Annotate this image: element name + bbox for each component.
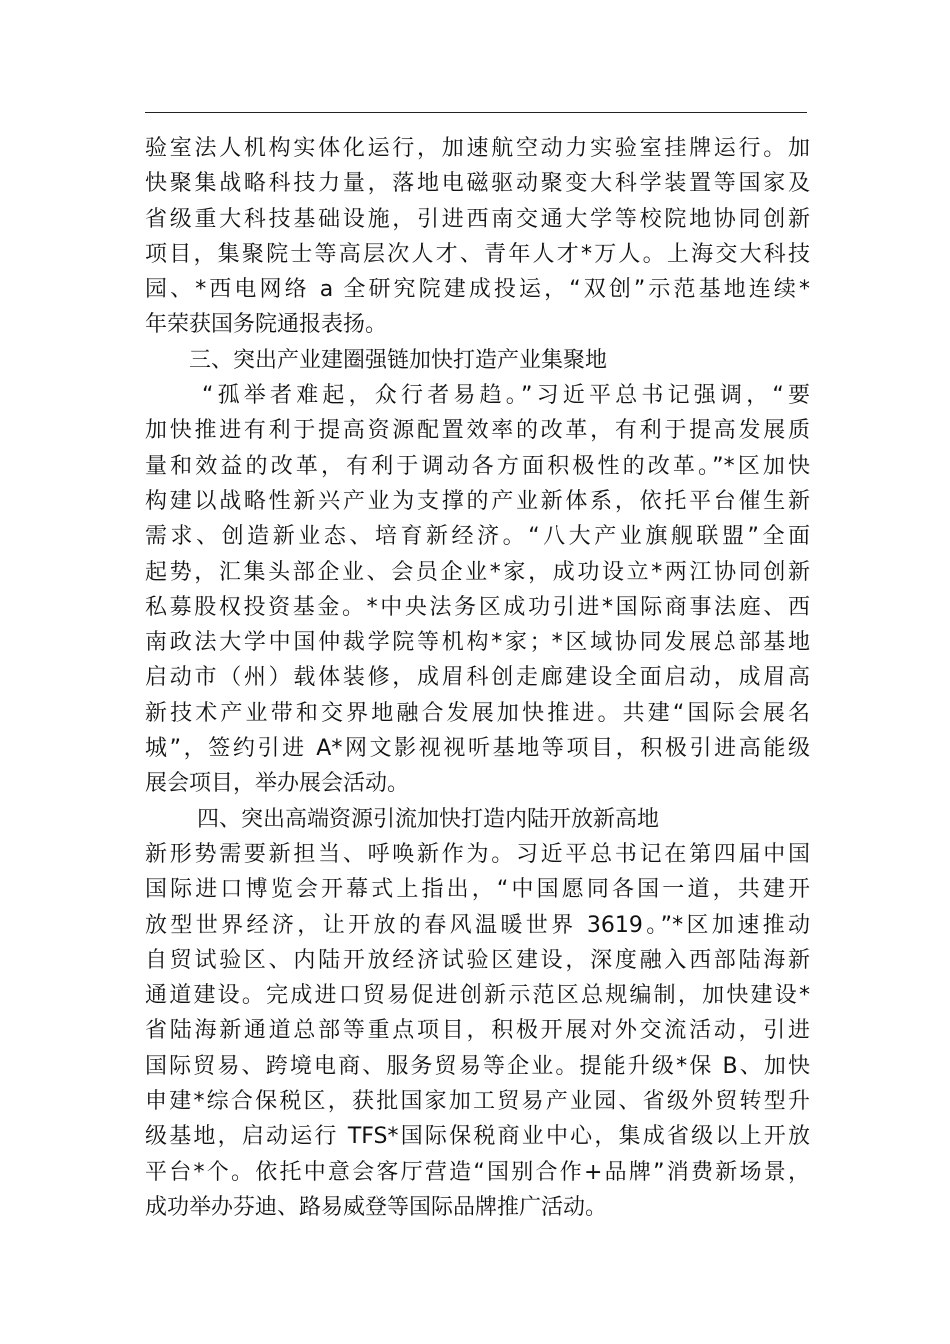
text-line: 通道建设。完成进口贸易促进创新示范区总规编制，加快建设*: [145, 983, 810, 1009]
paragraph-opening: [145, 837, 810, 1225]
section-heading-opening: [145, 802, 810, 837]
text-line: 加快推进有利于提高资源配置效率的改革，有利于提高发展质: [145, 418, 810, 444]
text-line: 新技术产业带和交界地融合发展加快推进。共建“国际会展名: [145, 700, 810, 726]
text-line: 省陆海新通道总部等重点项目，积极开展对外交流活动，引进: [145, 1018, 810, 1044]
text-line: 起势，汇集头部企业、会员企业*家，成功设立*两江协同创新: [145, 559, 810, 585]
text-line: 申建*综合保税区，获批国家加工贸易产业园、省级外贸转型升: [145, 1089, 810, 1115]
text-line: 放型世界经济，让开放的春风温暖世界 3619。”*区加速推动: [145, 912, 810, 938]
text-line: 南政法大学中国仲裁学院等机构*家；*区域协同发展总部基地: [145, 630, 810, 656]
text-line: 新形势需要新担当、呼唤新作为。习近平总书记在第四届中国: [145, 841, 810, 867]
text-line: 验室法人机构实体化运行，加速航空动力实验室挂牌运行。加: [145, 136, 810, 161]
text-line: 需求、创造新业态、培育新经济。“八大产业旗舰联盟”全面: [145, 524, 810, 550]
text-line: 私募股权投资基金。*中央法务区成功引进*国际商事法庭、西: [145, 594, 810, 620]
text-line: 园、*西电网络 a 全研究院建成投运，“双创”示范基地连续*: [145, 277, 810, 303]
text-line: 量和效益的改革，有利于调动各方面积极性的改革。”*区加快: [145, 453, 810, 479]
text-line: 展会项目，举办展会活动。: [145, 771, 410, 797]
text-line: 城”，签约引进 A*网文影视视听基地等项目，积极引进高能级: [145, 736, 810, 762]
paragraph-industry: [145, 378, 810, 802]
text-line: 年荣获国务院通报表扬。: [145, 312, 388, 338]
heading-line: 四、突出高端资源引流加快打造内陆开放新高地: [197, 806, 660, 832]
heading-line: 三、突出产业建圈强链加快打造产业集聚地: [189, 347, 608, 373]
paragraph-research-institutions: [145, 131, 810, 343]
text-line: “孤举者难起，众行者易趋。”习近平总书记强调，“要: [202, 383, 810, 409]
text-line: 自贸试验区、内陆开放经济试验区建设，深度融入西部陆海新: [145, 947, 810, 973]
text-line: 项目，集聚院士等高层次人才、青年人才*万人。上海交大科技: [145, 241, 810, 267]
text-line: 快聚集战略科技力量，落地电磁驱动聚变大科学装置等国家及: [145, 171, 810, 197]
text-line: 国际进口博览会开幕式上指出，“中国愿同各国一道，共建开: [145, 877, 810, 903]
text-line: 成功举办芬迪、路易威登等国际品牌推广活动。: [145, 1194, 608, 1220]
text-line: 级基地，启动运行 TFS*国际保税商业中心，集成省级以上开放: [145, 1124, 810, 1150]
text-line: 省级重大科技基础设施，引进西南交通大学等校院地协同创新: [145, 206, 810, 232]
document-body: [145, 131, 810, 1225]
text-line: 国际贸易、跨境电商、服务贸易等企业。提能升级*保 B、加快: [145, 1053, 810, 1079]
text-line: 平台*个。依托中意会客厅营造“国别合作+品牌”消费新场景，: [145, 1159, 810, 1185]
text-line: 启动市（州）载体装修，成眉科创走廊建设全面启动，成眉高: [145, 665, 810, 691]
header-rule: [145, 112, 807, 113]
section-heading-industry: [145, 343, 810, 378]
text-line: 构建以战略性新兴产业为支撑的产业新体系，依托平台催生新: [145, 488, 810, 514]
